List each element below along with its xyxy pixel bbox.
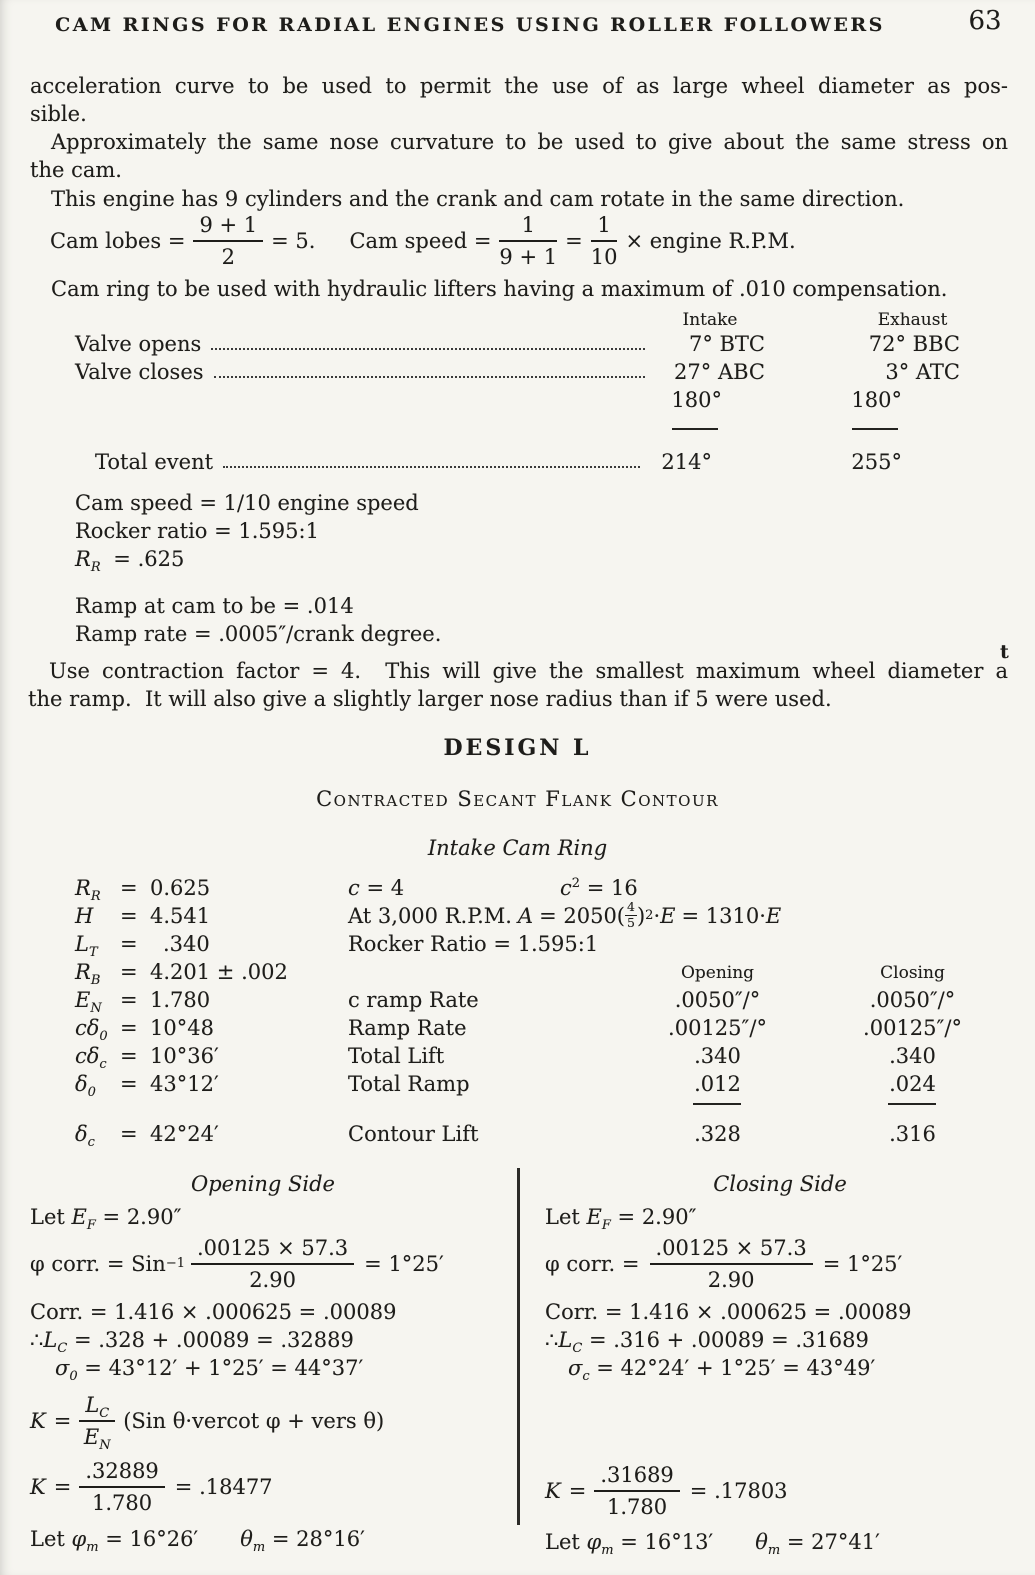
rr-subscript: R [90,560,101,575]
opening-column-header: Opening [680,963,755,983]
valve-opens-exhaust: 72° BBC [868,332,960,356]
valve-table-exhaust-header: Exhaust [877,310,948,330]
param-letter: L [75,932,89,956]
fraction-numerator: 1 [591,212,618,242]
param-sub: c [99,1057,107,1072]
fraction-four-fifths [625,900,637,930]
fraction-numerator: .00125 × 57.3 [191,1235,354,1265]
fraction-cam-speed [499,212,557,270]
fraction-denominator: 5 [627,914,635,930]
fraction-denominator: 1.780 [91,1491,153,1515]
closing-let-phi-line [545,1530,880,1558]
equals-sign: = [120,904,138,928]
E-letter: E [586,1205,602,1229]
K-letter: K [30,1409,46,1433]
closing-phi-correction [545,1235,902,1293]
valve-opens-label: Valve opens [75,332,202,356]
param-symbol [75,932,98,960]
table-opening-value: .00125″/° [668,1016,767,1040]
param-sub: 0 [99,1029,108,1044]
k-result: = .17803 [689,1479,788,1503]
table-row-label: Ramp Rate [348,1016,467,1040]
param-letter: R [75,876,91,900]
fraction-denominator [79,1422,115,1453]
fraction-phi-corr [191,1235,354,1293]
A-letter: A [517,903,534,928]
opening-let-phi-line [30,1527,365,1555]
theta-group [240,1527,365,1555]
closing-let-ef-line [545,1205,697,1233]
phi-corr-result: = 1°25′ [822,1252,903,1276]
param-sub: T [88,945,98,960]
param-symbol [75,1122,95,1150]
param-sub: N [90,1001,102,1016]
param-symbol [75,904,93,928]
E-letter: E [765,903,782,928]
paragraph-nose-curvature-line1: Approximately the same nose curvature to be used to give about the same stress on [51,130,1008,154]
fraction-k-value [594,1462,679,1520]
C-subscript: C [57,1341,68,1356]
equals-sign: = [120,1016,138,1040]
fraction-numerator: 1 [499,212,557,242]
param-symbol [75,1072,96,1100]
L-letter: L [558,1328,573,1352]
total-event-exhaust: 255° [851,450,902,474]
phi-m-value: = 16°13′ [613,1530,714,1554]
phi-letter: φ [586,1530,602,1554]
valve-table-intake-header: Intake [682,310,738,330]
valve-closes-label: Valve closes [75,360,204,384]
param-symbol [75,960,101,988]
opening-sigma-line [55,1354,363,1382]
table-opening-value: .012 [694,1072,741,1096]
table-closing-value: .340 [889,1044,936,1068]
cam-lobes-result: = 5. [271,229,316,253]
fraction-phi-corr [650,1235,813,1293]
F-subscript: F [86,1218,96,1233]
E-letter: E [71,1205,87,1229]
sigma-value: = 43°12′ + 1°25′ = 44°37′ [77,1356,364,1380]
therefore-symbol: ∴ [30,1328,44,1352]
equals-sign: = [120,1072,138,1096]
rocker-ratio-spec: Rocker ratio = 1.595:1 [75,519,319,543]
multiply-dot: · [653,903,661,928]
total-event-row [95,450,650,474]
dot-leader [211,348,645,350]
k-formula-parenthetical: (Sin θ·vercot φ + vers θ) [123,1409,385,1433]
lc-value: = .316 + .00089 = .31689 [582,1328,869,1352]
contracted-secant-heading: Contracted Secant Flank Contour [316,787,719,811]
total-event-label: Total event [95,450,214,474]
c-squared-value: = 16 [580,876,638,900]
rr-spec [75,545,184,573]
c-equation [348,876,404,900]
E-letter: E [660,903,676,928]
ramp-rate-line: Ramp rate = .0005″/crank degree. [75,622,442,646]
sigma-letter: σ [55,1356,70,1380]
table-opening-value: .0050″/° [674,988,761,1012]
contour-lift-opening: .328 [694,1122,741,1146]
valve-180-exhaust: 180° [851,388,902,412]
paragraph-acceleration-line2: sible. [30,102,87,126]
L-letter: L [43,1328,58,1352]
let-word: Let [545,1530,587,1554]
paragraph-nine-cylinders: This engine has 9 cylinders and the crank and cam rotate in the same direction. [51,187,905,211]
fraction-k-value [79,1458,164,1516]
equals-sign: = [120,988,138,1012]
opening-side-heading: Opening Side [191,1172,335,1196]
valve-opens-intake: 7° BTC [688,332,765,356]
equals-sign: = [120,1122,138,1146]
param-value: 10°48 [150,1016,214,1040]
K-letter: K [30,1475,46,1499]
contraction-paragraph-line2: the ramp. It will also give a slightly larger nose radius than if 5 were used. [28,687,832,711]
param-sub: B [90,973,101,988]
therefore-symbol: ∴ [545,1328,559,1352]
param-symbol [75,988,102,1016]
sum-rule [693,1103,741,1105]
closing-side-heading: Closing Side [713,1172,847,1196]
rpm-result-part: = 1310· [681,903,766,928]
table-row-label: Total Lift [348,1044,445,1068]
fraction-numerator: 9 + 1 [193,212,263,242]
rpm-prefix: At 3,000 R.P.M. [348,903,512,928]
fraction-denominator: 1.780 [606,1495,668,1519]
fraction-denominator: 9 + 1 [499,245,558,269]
closing-lc-line [545,1326,869,1354]
param-letter: cδ [75,1016,100,1040]
column-divider [517,1168,520,1525]
dot-leader [214,376,645,378]
let-word: Let [545,1205,587,1229]
fraction-denominator: 2.90 [249,1268,296,1292]
ef-value: = 2.90″ [610,1205,697,1229]
sigma-letter: σ [568,1356,583,1380]
sum-rule [852,428,898,430]
valve-opens-row [75,332,960,356]
fraction-numerator: .31689 [594,1462,679,1492]
dot-leader [223,466,640,468]
param-value: 42°24′ [150,1122,219,1146]
opening-k-formula [30,1392,385,1453]
opening-phi-correction: φ corr. = Sin −1 $\frac{.00125 \times 57.3}{2.90}$ = 1°25′ [30,1236,444,1292]
param-sub: 0 [87,1085,96,1100]
param-letter: R [75,960,91,984]
ramp-at-cam-line: Ramp at cam to be = .014 [75,594,354,618]
param-value: 4.541 [150,904,211,928]
valve-closes-intake: 27° ABC [674,360,765,384]
table-opening-value: .340 [694,1044,741,1068]
param-value: 43°12′ [150,1072,219,1096]
cam-lobes-formula [50,212,796,270]
c-value: = 4 [359,876,405,900]
rpm-acceleration-equation: At 3,000 R.P.M. A = 2050( $\frac{4}{5}$ ) 2 · E = 1310· E [348,899,782,930]
page-number: 63 [968,6,1002,36]
lc-value: = .328 + .00089 = .32889 [67,1328,354,1352]
closing-sigma-line [568,1354,875,1382]
m-subscript: m [252,1540,266,1555]
contraction-paragraph-line1: Use contraction factor = 4. This will give the smallest maximum wheel diameter a [49,659,1008,683]
table-row-label: c ramp Rate [348,988,479,1012]
param-value: 1.780 [150,988,211,1012]
param-sub: c [87,1135,95,1150]
engine-rpm-tail: × engine R.P.M. [625,229,796,253]
total-event-intake: 214° [661,450,712,474]
paragraph-hydraulic-lifters: Cam ring to be used with hydraulic lifters having a maximum of .010 compensation. [51,277,948,301]
fraction-denominator: 2 [221,245,235,269]
closing-corr-line: Corr. = 1.416 × .000625 = .00089 [545,1300,912,1324]
fraction-lc-en [79,1392,115,1453]
K-letter: K [545,1479,561,1503]
equals-sign: = [53,1475,72,1499]
N-subscript: N [99,1438,111,1453]
param-symbol [75,1044,107,1072]
C-subscript: C [572,1341,583,1356]
theta-letter: θ [755,1530,768,1554]
rr-value: = .625 [113,547,185,571]
closing-column-header: Closing [880,963,945,983]
param-value: 10°36′ [150,1044,219,1068]
ef-value: = 2.90″ [95,1205,182,1229]
m-subscript: m [767,1543,781,1558]
paragraph-acceleration-line1: acceleration curve to be used to permit the use of as large wheel diameter as pos- [30,74,1008,98]
let-word: Let [30,1527,72,1551]
sigma-subscript: 0 [69,1369,78,1384]
table-closing-value: .00125″/° [863,1016,962,1040]
equals-sign: = [120,960,138,984]
sigma-subscript: c [582,1369,590,1384]
valve-closes-exhaust: 3° ATC [885,360,960,384]
param-letter: δ [75,1072,88,1096]
design-l-heading: DESIGN L [443,735,592,761]
equals-sign: = [120,932,138,956]
param-letter: δ [75,1122,88,1146]
param-symbol [75,876,101,904]
m-subscript: m [86,1540,99,1555]
phi-corr-label: φ corr. = [545,1252,640,1276]
fraction-cam-lobes [193,212,263,270]
contour-lift-label: Contour Lift [348,1122,479,1146]
equals-sign: = [120,1044,138,1068]
fraction-numerator [79,1392,115,1422]
theta-letter: θ [240,1527,253,1551]
sigma-value: = 42°24′ + 1°25′ = 43°49′ [589,1356,876,1380]
rpm-equals-part: = 2050( [539,903,626,928]
c-squared-equation [560,876,638,900]
closing-k-value [545,1462,788,1520]
intake-cam-ring-heading: Intake Cam Ring [427,836,608,860]
fraction-denominator: 10 [590,245,618,269]
fraction-numerator: 4 [627,899,635,914]
param-letter: E [75,988,91,1012]
equals-sign: = [120,876,138,900]
phi-corr-result: = 1°25′ [364,1252,444,1276]
param-value: 4.201 ± .002 [150,960,288,984]
F-subscript: F [601,1218,611,1233]
opening-lc-line [30,1326,354,1354]
param-letter: cδ [75,1044,100,1068]
opening-corr-line: Corr. = 1.416 × .000625 = .00089 [30,1300,397,1324]
k-result: = .18477 [174,1475,273,1499]
C-subscript: C [99,1406,110,1421]
sum-rule [888,1103,936,1105]
rocker-ratio-equation: Rocker Ratio = 1.595:1 [348,932,599,956]
m-subscript: m [601,1543,614,1558]
stray-t-superscript: t [1000,641,1009,663]
cam-lobes-label: Cam lobes = [50,229,186,253]
fraction-numerator: .00125 × 57.3 [650,1235,813,1265]
theta-group [755,1530,880,1558]
L-letter: L [85,1393,100,1417]
theta-m-value: = 28°16′ [265,1527,365,1551]
param-value: .340 [163,932,210,956]
fraction-numerator: .32889 [79,1458,164,1488]
opening-let-ef-line [30,1205,182,1233]
rr-symbol: R [75,547,91,571]
table-closing-value: .024 [889,1072,936,1096]
theta-m-value: = 27°41′ [780,1530,880,1554]
running-head [0,14,940,36]
phi-m-value: = 16°26′ [98,1527,199,1551]
table-row-label: Total Ramp [348,1072,470,1096]
opening-k-value [30,1458,273,1516]
page-title: CAM RINGS FOR RADIAL ENGINES USING ROLLER FOLLOWERS [55,14,885,36]
c-letter: c [560,876,572,900]
c-exponent: 2 [571,876,581,891]
param-value: 0.625 [150,876,211,900]
valve-180-intake: 180° [671,388,722,412]
cam-speed-label: Cam speed = [349,229,492,253]
let-word: Let [30,1205,72,1229]
equals-sign: = [53,1409,72,1433]
contour-lift-closing: .316 [889,1122,936,1146]
phi-corr-label: φ corr. = Sin [30,1252,166,1276]
fraction-denominator: 2.90 [707,1268,755,1292]
paragraph-nose-curvature-line2: the cam. [30,158,122,182]
E-letter: E [83,1425,100,1449]
fraction-one-tenth [591,212,618,270]
cam-speed-spec: Cam speed = 1/10 engine speed [75,491,419,515]
c-letter: c [348,876,360,900]
close-paren: ) [636,903,646,928]
equals-sign: = [565,229,583,253]
table-closing-value: .0050″/° [869,988,956,1012]
valve-closes-row [75,360,960,384]
param-letter: H [75,904,94,928]
equals-sign: = [568,1479,587,1503]
phi-letter: φ [71,1527,87,1551]
param-symbol [75,1016,108,1044]
param-sub: R [90,889,101,904]
sum-rule [672,428,718,430]
